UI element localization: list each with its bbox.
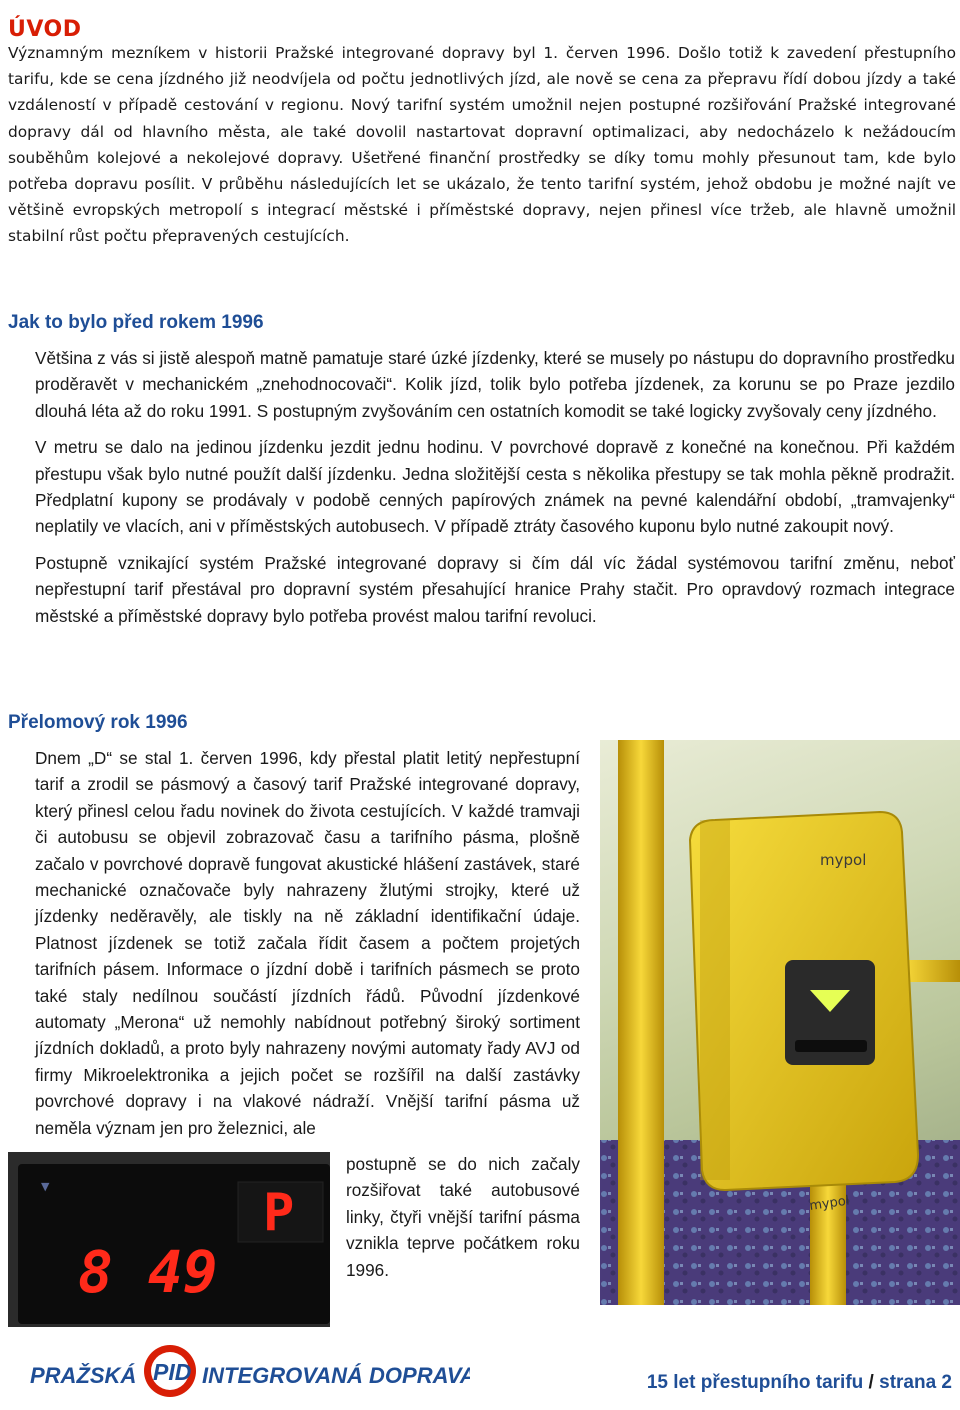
footer-page-number: strana 2 xyxy=(879,1372,952,1393)
validator-brand-label-2: mypol xyxy=(808,1193,851,1214)
section-title-before-1996: Jak to bylo před rokem 1996 xyxy=(8,312,264,333)
intro-paragraph: Významným mezníkem v historii Pražské integrované dopravy byl 1. červen 1996. Došlo totiž k zavedení přestupního tarifu, kde se cena jízdného již neodvíjela od počtu jednotlivých jízd, ale nově se cena za přepravu řídí dobou jízdy a také vzdáleností v případě cestování v regionu. Nový tarifní systém umožnil nejen postupné rozšiřování Pražské integrované dopravy dál od hlavního města, ale také dovolil nastartovat dopravní optimalizaci, aby nedocházelo k nežádoucím souběhům kolejové a nekolejové dopravy. Ušetřené finanční prostředky se díky tomu mohly přesunout tam, kde bylo potřeba dopravu posílit. V průběhu následujících let se ukázalo, že tento tarifní systém, jehož obdobu je možné najít ve většině evropských metropolí s integrací městské i příměstské dopravy, nejen přinesl více tržeb, ale hlavně umožnil stabilní růst počtu přepravených cestujících. xyxy=(8,44,956,246)
section-body-before-1996 xyxy=(35,345,955,639)
display-time: 8 49 xyxy=(78,1238,218,1306)
logo-mark: PID xyxy=(153,1359,192,1385)
page-heading: ÚVOD xyxy=(8,16,82,42)
zone-display-photo xyxy=(8,1152,330,1327)
yellow-pole xyxy=(618,740,664,1305)
section-body-1996-main: Dnem „D“ se stal 1. červen 1996, kdy přestal platit letitý nepřestupní tarif a zrodil se pásmový a časový tarif Pražské integrované dopravy, který přinesl celou řadu novinek do života cestujících. V každé tramvaji či autobusu se objevil zobrazovač času a tarifního pásma, plošně začalo v povrchové dopravě fungovat akustické hlášení zastávek, staré mechanické označovače byly nahrazeny žlutými strojky, které už jízdenky neděravěly, ale tiskly na ně základní identifikační údaje. Platnost jízdenek se totiž začala řídit časem a počtem projetých tarifních pásem. Informace o jízdní době i tarifních pásmech se proto také staly nedílnou součástí jízdních řádů. Původní jízdenkové automaty „Merona“ už nemohly nabídnout potřebný široký sortiment jízdních dokladů, a proto byly nahrazeny novými automaty řady AVJ od firmy Mikroelektronika a jejich počet se rozšířil na další zastávky povrchové dopravy i na vlakové nádraží. Vnější tarifní pásma už neměla význam jen pro železnici, ale xyxy=(35,748,580,1138)
paragraph: V metru se dalo na jedinou jízdenku jezdit jednu hodinu. V povrchové dopravě z konečné na konečnou. Při každém přestupu však bylo nutné použít další jízdenku. Jedna složitější cesta s několika přestupy se tak mohla pěkně prodražit. Předplatní kupony se prodávaly v podobě cenných papírových známek na pevné kalendářní období, „tramvajenky“ neplatily ve vlacích, ani v příměstských autobusech. V případě ztráty časového kuponu bylo nutné zakoupit nový. xyxy=(35,437,955,537)
pid-logo xyxy=(30,1343,470,1398)
led-display-illustration xyxy=(8,1152,330,1327)
section-body-1996-wrap: postupně se do nich začaly rozšiřovat také autobusové linky, čtyři vnější tarifní pásma vznikla teprve počátkem roku 1996. xyxy=(346,1154,580,1280)
footer-page-label xyxy=(647,1372,952,1394)
footer-separator: / xyxy=(863,1372,880,1393)
pid-logo-graphic xyxy=(30,1343,470,1398)
paragraph: Většina z vás si jistě alespoň matně pamatuje staré úzké jízdenky, které se musely po nástupu do dopravního prostředku proděravět v mechanickém „znehodnocovači“. Kolik jízd, tolik bylo potřeba jízdenek, za korunu se po Praze jezdilo dlouhá léta až do roku 1991. S postupným zvyšováním cen ostatních komodit se také logicky zvyšovaly ceny jízdného. xyxy=(35,348,955,421)
display-zone: P xyxy=(263,1183,295,1243)
logo-text-right: INTEGROVANÁ DOPRAVA xyxy=(202,1363,470,1388)
validator-photo xyxy=(600,740,960,1305)
ticket-slot xyxy=(795,1040,867,1052)
section-title-1996: Přelomový rok 1996 xyxy=(8,712,188,733)
footer-title: 15 let přestupního tarifu xyxy=(646,1372,864,1393)
validator-illustration xyxy=(600,740,960,1305)
paragraph: Postupně vznikající systém Pražské integrované dopravy si čím dál víc žádal systémovou tarifní změnu, neboť nepřestupní tarif přestával pro dopravní systém přesahující hranice Prahy stačit. Pro opravdový rozmach integrace městské a příměstské dopravy bylo potřeba provést malou tarifní revoluci. xyxy=(35,552,955,626)
logo-text-left: PRAŽSKÁ xyxy=(30,1363,137,1388)
display-logo-icon: ▼ xyxy=(41,1180,50,1193)
validator-brand-label: mypol xyxy=(820,851,867,869)
